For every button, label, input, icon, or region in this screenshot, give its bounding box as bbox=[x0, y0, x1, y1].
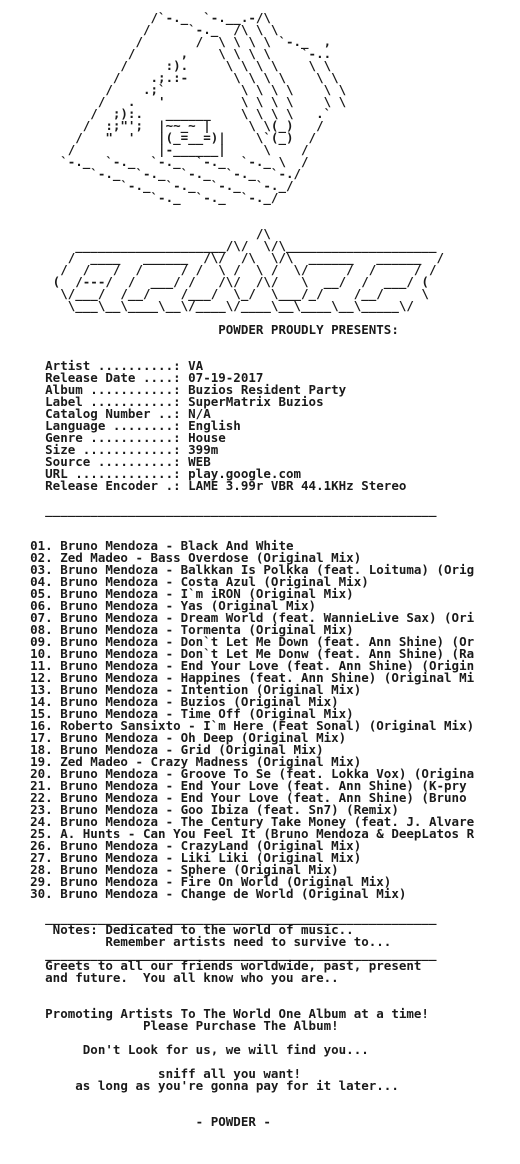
nfo-line: /\ bbox=[0, 226, 271, 241]
nfo-line: 13. Bruno Mendoza - Intention (Original Mix) bbox=[0, 682, 362, 697]
nfo-line: Don't Look for us, we will find you... bbox=[0, 1042, 369, 1057]
nfo-line: 16. Roberto Sansixto - I`m Here (Feat Sonal) (Original Mix) bbox=[0, 718, 475, 733]
nfo-line: / |-______| \ / bbox=[0, 142, 309, 157]
nfo-line: POWDER PROUDLY PRESENTS: bbox=[0, 322, 399, 337]
nfo-line: 15. Bruno Mendoza - Time Off (Original Mix) bbox=[0, 706, 354, 721]
nfo-line: 29. Bruno Mendoza - Fire On World (Original Mix) bbox=[0, 874, 392, 889]
nfo-line: 05. Bruno Mendoza - I`m iRON (Original Mix) bbox=[0, 586, 354, 601]
nfo-line: 08. Bruno Mendoza - Tormenta (Original Mix) bbox=[0, 622, 354, 637]
nfo-line: 30. Bruno Mendoza - Change de World (Original Mix) bbox=[0, 886, 407, 901]
nfo-line: / " ' |(_=__=)| \`(_) / bbox=[0, 130, 317, 145]
nfo-line: 26. Bruno Mendoza - CrazyLand (Original Mix) bbox=[0, 838, 362, 853]
nfo-line: / / / / / / \ / \ / \/ / / / / bbox=[0, 262, 437, 277]
nfo-line: Notes: Dedicated to the world of music.. bbox=[0, 922, 354, 937]
nfo-line: / `-._ /\ \ \ bbox=[0, 22, 279, 37]
nfo-line: ____________________/\/ \/\____________________ bbox=[0, 238, 437, 253]
nfo-line: Greets to all our friends worldwide, past, present bbox=[0, 958, 422, 973]
nfo-line: and future. You all know who you are.. bbox=[0, 970, 339, 985]
nfo-line: as long as you're gonna pay for it later... bbox=[0, 1078, 399, 1093]
nfo-line bbox=[0, 336, 520, 348]
nfo-line: 21. Bruno Mendoza - End Your Love (feat. Ann Shine) (K-pry bbox=[0, 778, 467, 793]
nfo-line: ____________________________________________________ bbox=[0, 946, 437, 961]
nfo-line: sniff all you want! bbox=[0, 1066, 302, 1081]
nfo-line: 02. Zed Madeo - Bass Overdose (Original Mix) bbox=[0, 550, 362, 565]
nfo-line: URL .............: play.google.com bbox=[0, 466, 302, 481]
nfo-line: 03. Bruno Mendoza - Balkkan Is Polkka (feat. Loituma) (Orig bbox=[0, 562, 475, 577]
nfo-line: / ;):. ______ \ \ \ \ .` bbox=[0, 106, 332, 121]
nfo-line: 11. Bruno Mendoza - End Your Love (feat. Ann Shine) (Origin bbox=[0, 658, 475, 673]
nfo-line: 18. Bruno Mendoza - Grid (Original Mix) bbox=[0, 742, 324, 757]
nfo-line: 04. Bruno Mendoza - Costa Azul (Original Mix) bbox=[0, 574, 369, 589]
nfo-line bbox=[0, 204, 520, 216]
nfo-line: 10. Bruno Mendoza - Don`t Let Me Donw (feat. Ann Shine) (Ra bbox=[0, 646, 475, 661]
nfo-line: 01. Bruno Mendoza - Black And White bbox=[0, 538, 294, 553]
nfo-line: Genre ...........: House bbox=[0, 430, 226, 445]
nfo-line: Artist ..........: VA bbox=[0, 358, 204, 373]
nfo-line: 07. Bruno Mendoza - Dream World (feat. WannieLive Sax) (Ori bbox=[0, 610, 475, 625]
nfo-line: Size ............: 399m bbox=[0, 442, 219, 457]
nfo-line: Release Date ....: 07-19-2017 bbox=[0, 370, 264, 385]
nfo-line: Label ...........: SuperMatrix Buzios bbox=[0, 394, 324, 409]
nfo-line bbox=[0, 516, 520, 528]
nfo-line: Promoting Artists To The World One Album at a time! bbox=[0, 1006, 429, 1021]
nfo-line: `-._ `-._ `-._ `-._ `-._ \ / bbox=[0, 154, 309, 169]
nfo-line: / .;.:- \ \ \ \ \ \ bbox=[0, 70, 339, 85]
nfo-line: 06. Bruno Mendoza - Yas (Original Mix) bbox=[0, 598, 317, 613]
nfo-line: 27. Bruno Mendoza - Liki Liki (Original Mix) bbox=[0, 850, 362, 865]
nfo-line: 12. Bruno Mendoza - Happines (feat. Ann Shine) (Original Mi bbox=[0, 670, 475, 685]
nfo-line: 17. Bruno Mendoza - Oh Deep (Original Mix) bbox=[0, 730, 347, 745]
nfo-line: 24. Bruno Mendoza - The Century Take Money (feat. J. Alvare bbox=[0, 814, 475, 829]
nfo-line bbox=[0, 1092, 520, 1104]
nfo-line: `-._ `-._ `-._ `-._ `-./ bbox=[0, 166, 302, 181]
nfo-line: 19. Zed Madeo - Crazy Madness (Original Mix) bbox=[0, 754, 362, 769]
nfo-line: \/___/ /__/ /___/ \_/ \___/_/ /__/ \ bbox=[0, 286, 429, 301]
nfo-line bbox=[0, 984, 520, 996]
nfo-line: /`-._ `-.__.-/\ bbox=[0, 10, 271, 25]
nfo-line: Album ...........: Buzios Resident Party bbox=[0, 382, 347, 397]
nfo-line: ( /---/ / ___/ / /\/ /\/ \ __/ / ___/ ( bbox=[0, 274, 429, 289]
nfo-line: / , \ \ \ \ `-.. bbox=[0, 46, 332, 61]
nfo-line: 28. Bruno Mendoza - Sphere (Original Mix) bbox=[0, 862, 339, 877]
nfo-line: Release Encoder .: LAME 3.99r VBR 44.1KHz Stereo bbox=[0, 478, 407, 493]
nfo-line: Language ........: English bbox=[0, 418, 241, 433]
nfo-line: `-._ `-._ `-._/ bbox=[0, 190, 279, 205]
nfo-line: ____________________________________________________ bbox=[0, 502, 437, 517]
nfo-line: - POWDER - bbox=[0, 1114, 271, 1129]
nfo-line: ____________________________________________________ bbox=[0, 910, 437, 925]
nfo-line: Remember artists need to survive to... bbox=[0, 934, 392, 949]
nfo-line: `-._ `-._ `-._ `-._/ bbox=[0, 178, 294, 193]
nfo-line: / . ' \ \ \ \ \ \ bbox=[0, 94, 347, 109]
nfo-line: / .;` \ \ \ \ \ \ bbox=[0, 82, 347, 97]
nfo-line: 25. A. Hunts - Can You Feel It (Bruno Mendoza & DeepLatos R bbox=[0, 826, 475, 841]
nfo-line: 20. Bruno Mendoza - Groove To Se (feat. Lokka Vox) (Origina bbox=[0, 766, 475, 781]
nfo-line: 23. Bruno Mendoza - Goo Ibiza (feat. Sn7) (Remix) bbox=[0, 802, 399, 817]
nfo-line: Please Purchase The Album! bbox=[0, 1018, 339, 1033]
nfo-line: \___\__\____\__\/____\/____\__\____\__\_____\/ bbox=[0, 298, 414, 313]
nfo-line: Catalog Number ..: N/A bbox=[0, 406, 211, 421]
nfo-line: Source ..........: WEB bbox=[0, 454, 211, 469]
nfo-line: / :;"'; |~~_~ | \ \(_) / bbox=[0, 118, 324, 133]
nfo-line: 14. Bruno Mendoza - Buzios (Original Mix) bbox=[0, 694, 339, 709]
nfo-line: 22. Bruno Mendoza - End Your Love (feat. Ann Shine) (Bruno bbox=[0, 790, 467, 805]
nfo-line: / ____ ______ /\/ /\ \/\ ______ ______ / bbox=[0, 250, 445, 265]
nfo-line: 09. Bruno Mendoza - Don`t Let Me Down (feat. Ann Shine) (Or bbox=[0, 634, 475, 649]
nfo-line: / / \ \ \ \ `-._ , bbox=[0, 34, 332, 49]
nfo-line: / :). \ \ \ \ \ \ bbox=[0, 58, 332, 73]
